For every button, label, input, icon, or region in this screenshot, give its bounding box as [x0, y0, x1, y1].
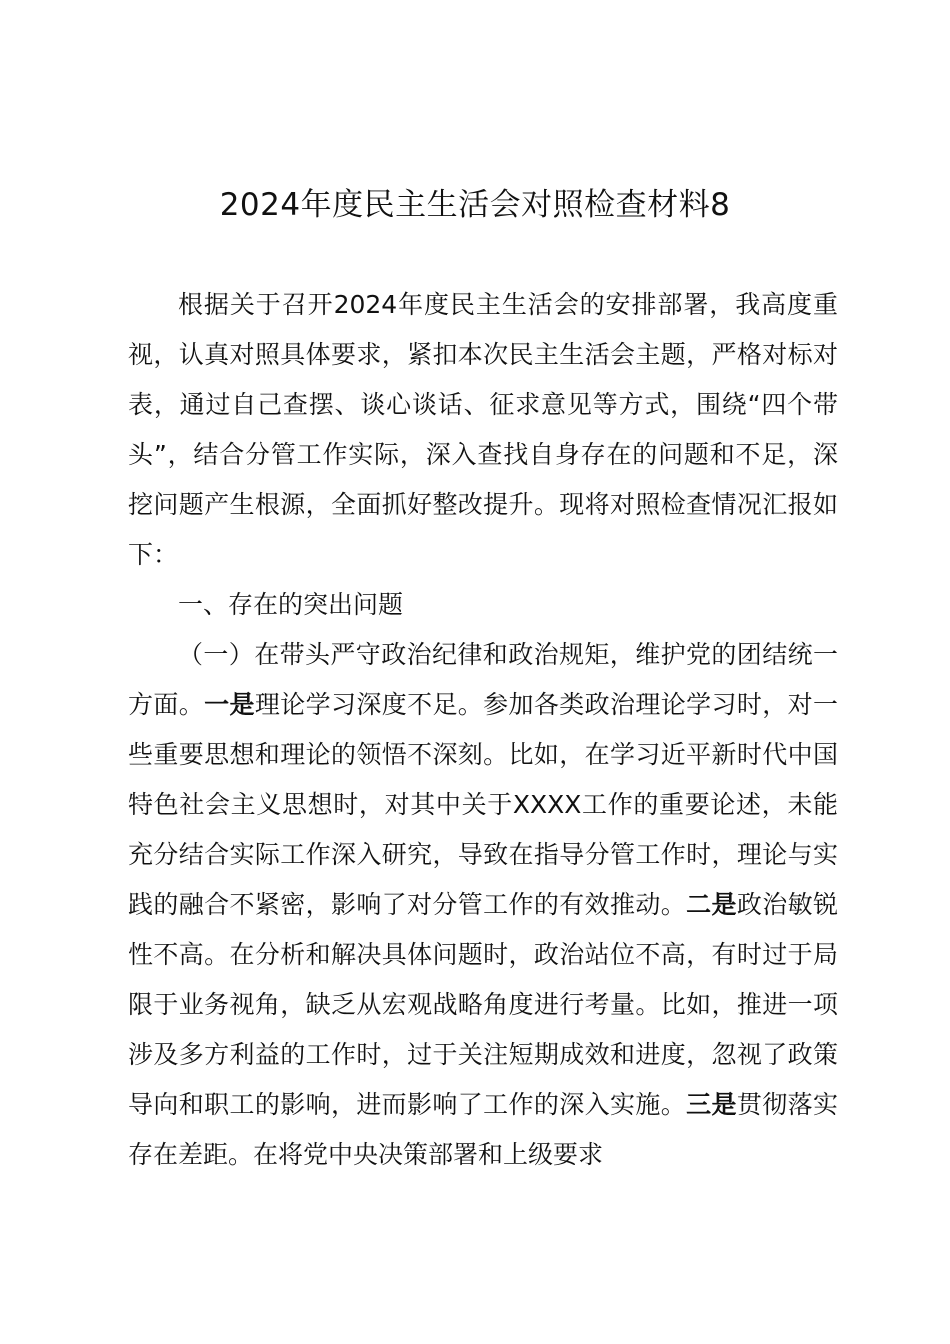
- subsection-paragraph: [128, 630, 838, 1180]
- point3-text: 贯彻落实存在差距。在将党中央决策部署和上级要求: [128, 1090, 838, 1169]
- point1-text: 理论学习深度不足。参加各类政治理论学习时，对一些重要思想和理论的领悟不深刻。比如，在学习近平新时代中国特色社会主义思想时，对其中关于XXXX工作的重要论述，未能充分结合实际工作深入研究，导致在指导分管工作时，理论与实践的融合不紧密，影响了对分管工作的有效推动。: [128, 690, 838, 919]
- intro-paragraph: 根据关于召开2024年度民主生活会的安排部署，我高度重视，认真对照具体要求，紧扣本次民主生活会主题，严格对标对表，通过自己查摆、谈心谈话、征求意见等方式，围绕“四个带头”，结合分管工作实际，深入查找自身存在的问题和不足，深挖问题产生根源，全面抓好整改提升。现将对照检查情况汇报如下：: [128, 290, 838, 569]
- section-heading: 一、存在的突出问题: [178, 590, 404, 619]
- document-title: 2024年度民主生活会对照检查材料8: [219, 187, 731, 223]
- subsection-lead: （一）在带头严守政治纪律和政治规矩，维护党的团结统一方面。: [128, 640, 838, 719]
- point2-text: 政治敏锐性不高。在分析和解决具体问题时，政治站位不高，有时过于局限于业务视角，缺乏从宏观战略角度进行考量。比如，推进一项涉及多方利益的工作时，过于关注短期成效和进度，忽视了政策导向和职工的影响，进而影响了工作的深入实施。: [128, 890, 838, 1119]
- point2-label: 二是: [686, 890, 737, 919]
- document-body: [128, 280, 838, 1180]
- point3-label: 三是: [686, 1090, 737, 1119]
- point1-label: 一是: [204, 690, 255, 719]
